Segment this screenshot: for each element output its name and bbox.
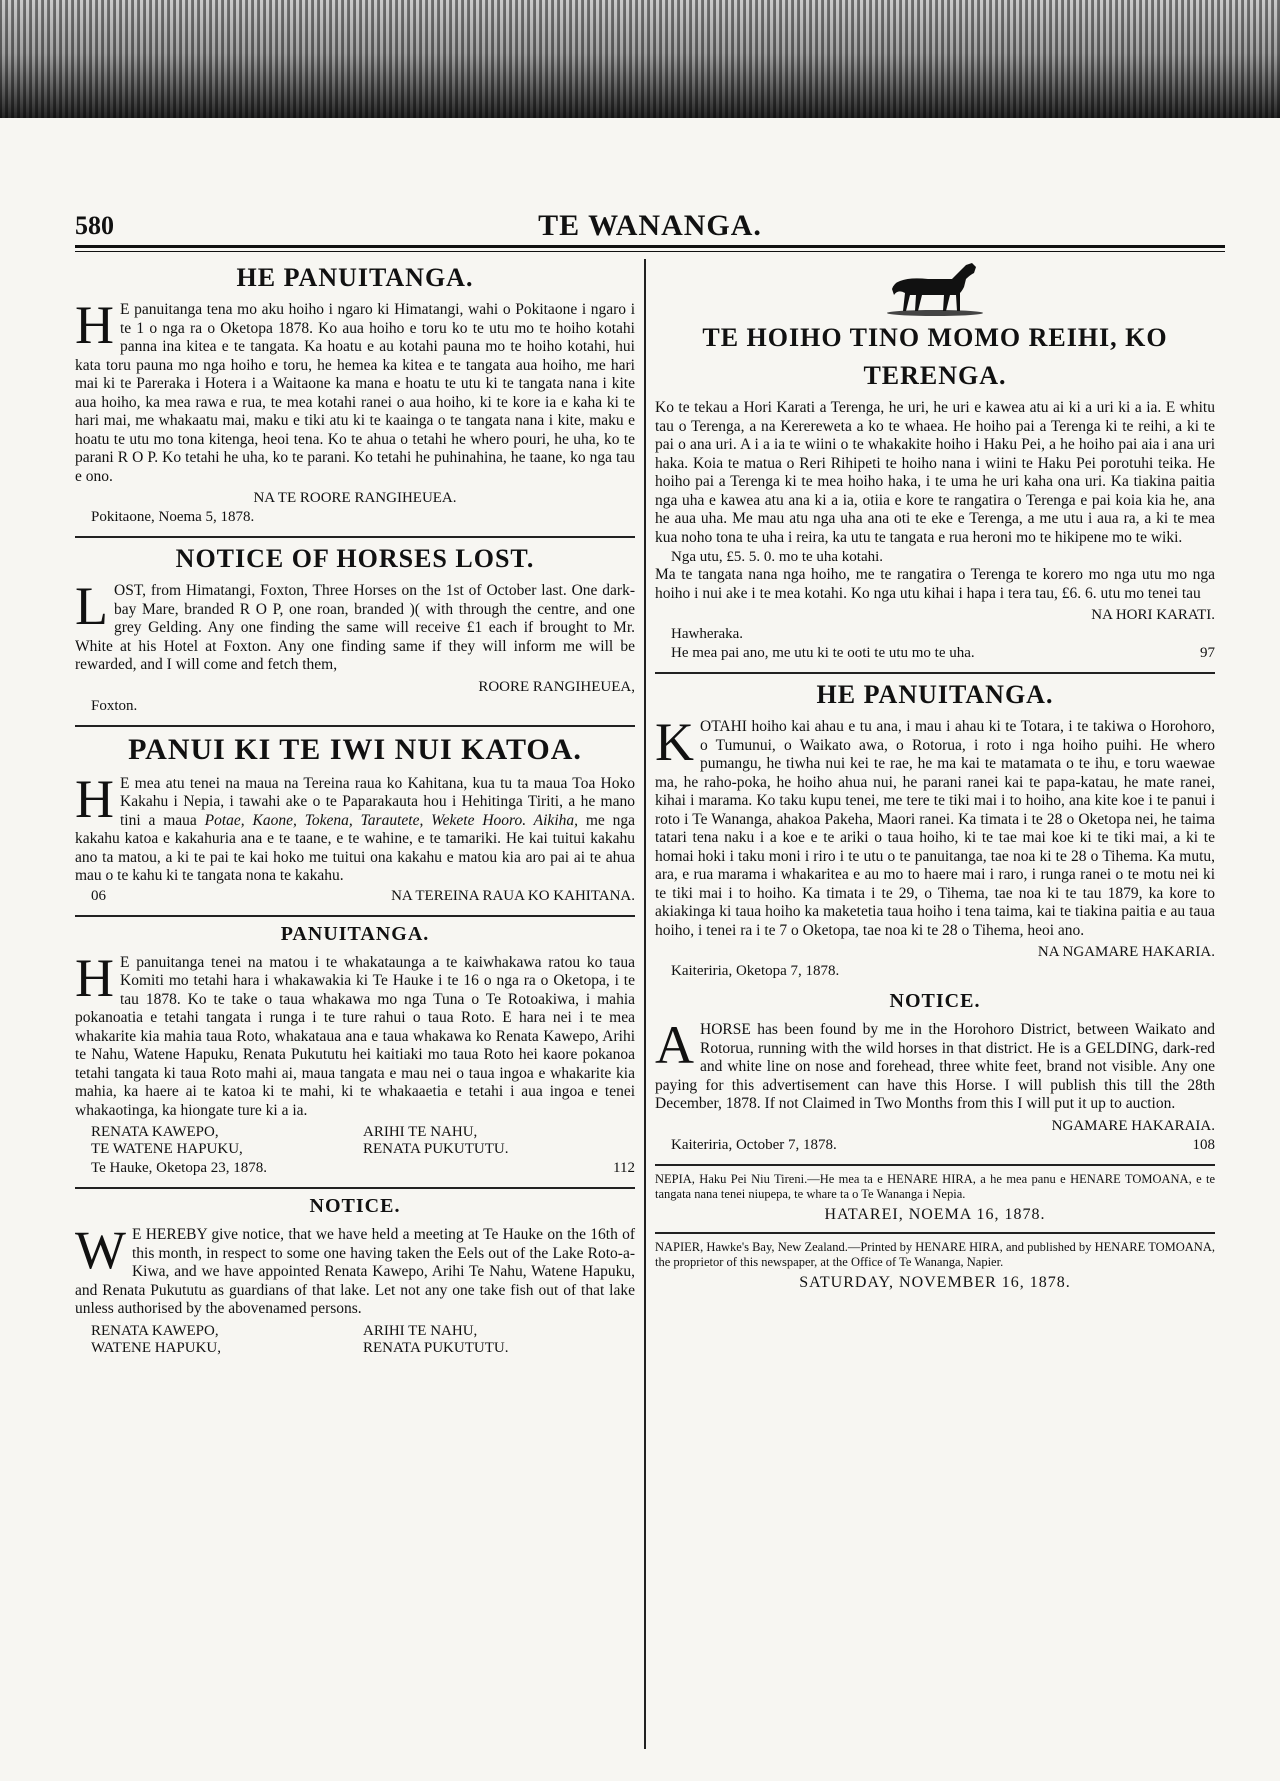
ad-body — [75, 295, 635, 486]
signatory: WATENE HAPUKU, — [91, 1339, 221, 1356]
signatory: ARIHI TE NAHU, — [363, 1322, 478, 1339]
ad-body — [75, 576, 635, 675]
section-rule — [655, 1232, 1215, 1234]
right-column — [655, 259, 1215, 1302]
ad-place-date: Kaiteriria, October 7, 1878. — [671, 1136, 837, 1153]
ad-body — [75, 768, 635, 886]
ad-heading: TE HOIHO TINO MOMO REIHI, KO — [702, 323, 1168, 352]
ad-body — [655, 1015, 1215, 1114]
ad-he-panuitanga — [75, 263, 635, 526]
ad-body — [655, 712, 1215, 940]
ad-text: E panuitanga tenei na matou i te whakataunga a te kaiwhakawa ratou ko taua Komiti mo tetahi hara i whakawakia ki Te Hauke i te 16 o nga ra o Oketopa, i te tau 1878. Ko te take o taua whakawa mo nga Tuna o Te Rotoakiwa, i mahia pokanoatia e tetahi tangata i runga i te ture rahui o taua Roto. E hara nei i te mea whakarite kia mahia taua Roto, whakataua ana e taua whakawa ko Renata Kawepo, Arihi te Nahu, Watene Hapuku, Renata Pukututu hei kaitiaki mo taua Roto hei kaore pokanoa tetahi tangata ki taua Roto mahi ai, maua tangata e mau nei o taua ingoa e whakarite kia mahia, ka haere ai te katoa ki te mahi, ki te whakaaetia e tetahi i aua ingoa e tenei whakaotinga, ka hiongate ture ki a ia. — [75, 953, 635, 1119]
newspaper-page — [75, 205, 1225, 1356]
ad-signature: NA HORI KARATI. — [1091, 607, 1215, 623]
ad-place-date: Pokitaone, Noema 5, 1878. — [91, 509, 255, 525]
section-rule — [75, 915, 635, 917]
ad-notice-horse-found — [655, 990, 1215, 1154]
ad-footer — [91, 888, 635, 905]
ad-text: OTAHI hoiho kai ahau e tu ana, i mau i ahau ki te Totara, i te takiwa o Horohoro, o Tumunui, o Waikato awa, o Rotorua, i roto i nga hoiho puihi. He whero pumangu, he tiwha nui kei te rae, he ma kai te matamata o te ihu, e toru waewae ma, he raho-poka, he hoiho ahua nui, he parani ranei kai te papa-katau, he mate ranei, kihai i marama. Ko taku kupu tenei, me tere te tiki mai i to hoiho, ana kite koe i te panui i roto i Te Wananga, ahakoa Pakeha, Maori ranei. Ka timata i te 28 o Oketopa nei, he taima tatari tena naku i a koe e te ariki o taua hoiho, ki te tae mai koe ki te tiki mai, a ki te homai hoki i taku moni i riro i te utu o te panuitanga, tae noa ki te 28 o Tihema. Ka mutu, ara, e rua marama i whakaritea e au mo to haere mai i raro, i runga ranei o te motu nei ki te tiki mai i to hoiho. Ka timata i te 29, o Tihema, tae noa ki te tau 1879, ka kore to akiakinga ki taua hoiho ka maketetia taua hoiho i tena taima, kai te tiakina paitia e au taua hoiho, i tenei ra i te 7 o Oketopa, tae noa ki te 28 o Tihema, heoi ano. — [655, 718, 1215, 939]
drop-cap: A — [655, 1015, 694, 1075]
ad-signature: NGAMARE HAKARAIA. — [1051, 1117, 1215, 1134]
signatory: RENATA KAWEPO, — [91, 1124, 219, 1140]
ad-place: Hawheraka. — [671, 626, 744, 642]
ad-notice-horses-lost — [75, 544, 635, 715]
ad-text: HORSE has been found by me in the Horohoro District, between Waikato and Rotorua, running with the wild horses in that district. He is a GELDING, dark-red and white line on nose and forehead, three white feet, brand not visible. Any one paying for this advertisement can have this Horse. I will publish this till the 28th December, 1878. If not Claimed in Two Months from this I will put it up to auction. — [655, 1021, 1215, 1112]
scan-noise-band — [0, 0, 1280, 118]
ad-number: 97 — [1200, 645, 1215, 661]
ad-body: Ko te tekau a Hori Karati a Terenga, he uri, he uri e kawea atu ai ki a uri ki a ia. E whitu tau o Terenga, a na Kerereweta a ko te whaea. He hoiho pai a Terenga ki te reihi, a ki te pai o ana uri. A i a ia te wiini o te whakakite hoiho i Haku Pei, a he hoiho pai aia i ana uri haka. Koia te matua o Reri Rihipeti te hoiho nana i wiini te Haku Pei porotuhi teika. He hoiho pai a Terenga ki te mea hoiho haka, i te uma he uri kaha ona uri. Ka tiakina paitia nga uha e kawea atu ana ki a ia, otiia e kore te rangatira o Terenga e pai koia kia he, ana he aua uha. Me mau atu nga uha ana oti te eke e Terenga, a me utu i aua ra, a ki te mea kua noho tona te uha i reira, ka utu te tangata e rua heroni mo te hikipene mo te wiki. — [655, 399, 1215, 546]
imprint-english: NAPIER, Hawke's Bay, New Zealand.—Printed by HENARE HIRA, and published by HENARE TOMOANA, the proprietor of this newspaper, at the Office of Te Wananga, Napier. — [655, 1239, 1215, 1269]
ad-heading: PANUITANGA. — [280, 922, 430, 945]
imprint-maori: NEPIA, Haku Pei Niu Tireni.—He mea ta e HENARE HIRA, a he mea panu e HENARE TOMOANA, e te tangata nana tenei niupepa, te whare ta o Te Wananga i Nepia. — [655, 1171, 1215, 1201]
ad-signature: NA TE ROORE RANGIHEUEA. — [253, 490, 457, 506]
drop-cap: H — [75, 947, 114, 1008]
ad-footer — [91, 1160, 635, 1177]
section-rule — [75, 1187, 635, 1189]
ad-subheading: TERENGA. — [863, 361, 1007, 390]
ad-heading: NOTICE OF HORSES LOST. — [175, 544, 535, 573]
drop-cap: L — [75, 576, 108, 636]
ad-heading: HE PANUITANGA. — [236, 263, 474, 292]
ad-heading: NOTICE. — [889, 990, 981, 1012]
ad-text: OST, from Himatangi, Foxton, Three Horses on the 1st of October last. One dark-bay Mare, branded R O P, one roan, branded )( with through the centre, and one grey Gelding. Any one finding the same will receive £1 each if brought to Mr. White at his Hotel at Foxton. Any one finding same if they will inform me will be rewarded, and I will come and fetch them, — [75, 582, 635, 673]
running-head — [75, 205, 1225, 249]
ad-place-date: Te Hauke, Oketopa 23, 1878. — [91, 1160, 267, 1176]
newspaper-title: TE WANANGA. — [538, 209, 762, 242]
drop-cap: H — [75, 295, 114, 355]
ad-signature: ROORE RANGIHEUEA, — [478, 678, 635, 695]
imprint — [655, 1172, 1215, 1292]
ad-signatories — [91, 1323, 635, 1357]
drop-cap: W — [75, 1220, 126, 1280]
ad-footer — [671, 1137, 1215, 1154]
ad-notice-eels — [75, 1195, 635, 1357]
ad-price: Nga utu, £5. 5. 0. mo te uha kotahi. — [671, 549, 884, 565]
horse-icon — [655, 259, 1215, 319]
drop-cap: H — [75, 768, 114, 829]
ad-heading: HE PANUITANGA. — [816, 680, 1054, 709]
ad-panuitanga-hauke — [75, 923, 635, 1178]
section-rule — [75, 536, 635, 538]
ad-signatories — [91, 1124, 635, 1158]
signatory: TE WATENE HAPUKU, — [91, 1141, 243, 1157]
ad-signature: NA NGAMARE HAKARIA. — [1037, 944, 1215, 960]
ad-body — [75, 947, 635, 1121]
ad-footer — [671, 645, 1215, 662]
signatory: RENATA PUKUTUTU. — [363, 1141, 509, 1157]
ad-he-panuitanga-horohoro — [655, 680, 1215, 980]
ad-place: Foxton. — [91, 697, 138, 714]
drop-cap: K — [655, 712, 694, 772]
ad-number: 108 — [1192, 1136, 1215, 1153]
section-rule — [655, 672, 1215, 674]
ad-text-italic: Potae, Kaone, Tokena, Tarautete, Wekete Hooro. Aikiha, — [204, 811, 578, 829]
ad-text: E mea atu tenei na maua na Tereina raua ko Kahitana, kua tu ta maua Toa Hoko Kakahu i Nepia, i tawahi ake o te Paparakauta hou i Hehitinga Tiriti, a he mano tini a maua — [120, 774, 635, 829]
ad-number: 06 — [91, 887, 106, 904]
signatory: RENATA PUKUTUTU. — [363, 1339, 509, 1356]
signatory: ARIHI TE NAHU, — [363, 1124, 478, 1140]
ad-heading: PANUI KI TE IWI NUI KATOA. — [128, 732, 582, 766]
ad-text: me nga kakahu katoa e kakahuria ana e te taane, e te wahine, e te tamariki. He kai tuitui kakahu ano ta matou, a ki te pai te kai hoko me tuitui ona kakahu e matou kia aro pai ai te ahua mau o te kahu ki te tangata nona te kakahu. — [75, 811, 635, 884]
ad-body-2: Ma te tangata nana nga hoiho, me te rangatira o Terenga te korero mo nga utu mo nga hoiho i nui ake i te mea kotahi. Ko nga utu kihai i hapa i tera tau, £6. 6. utu mo tenei tau — [655, 566, 1215, 602]
header-rule — [75, 245, 1225, 252]
ad-horse-terenga — [655, 259, 1215, 662]
ad-text: E HEREBY give notice, that we have held a meeting at Te Hauke on the 16th of this month, in respect to some one having taken the Eels out of the Lake Roto-a-Kiwa, and we have appointed Renata Kawepo, Arihi Te Nahu, Watene Hapuku, and Renata Pukututu as guardians of that lake. Let not any one take fish out of that lake unless authorised by the abovenamed persons. — [75, 1226, 635, 1317]
left-column — [75, 259, 635, 1367]
ad-signature: NA TEREINA RAUA KO KAHITANA. — [391, 887, 635, 904]
page-number: 580 — [75, 211, 114, 240]
ad-footnote: He mea pai ano, me utu ki te ooti te utu mo te uha. — [671, 645, 975, 661]
section-rule — [75, 725, 635, 727]
horse-icon — [880, 259, 990, 317]
ad-heading: NOTICE. — [309, 1195, 401, 1217]
section-rule — [655, 1164, 1215, 1166]
signatory: RENATA KAWEPO, — [91, 1322, 219, 1339]
ad-panui-iwi — [75, 733, 635, 905]
column-divider — [644, 259, 646, 1749]
ad-body — [75, 1220, 635, 1319]
ad-place-date: Kaiteriria, Oketopa 7, 1878. — [671, 963, 840, 979]
imprint-maori-date: HATAREI, NOEMA 16, 1878. — [824, 1205, 1046, 1223]
ad-number: 112 — [613, 1160, 635, 1176]
imprint-english-date: SATURDAY, NOVEMBER 16, 1878. — [799, 1273, 1071, 1291]
ad-text: E panuitanga tena mo aku hoiho i ngaro ki Himatangi, wahi o Pokitaone i ngaro i te 1 o nga ra o Oketopa 1878. Ko aua hoiho e toru ko te utu mo te hoiho kotahi panna ina kitea e te tangata. Ka hoatu e au kotahi pauna mo te hoiho kotahi, hui kata toru pauna mo nga hoiho e toru, he hemea ka kitea e te tangata aua hoiho, me hari mai ki te Pareraka i Hotera i a Waitaone ka mana e hoatu te utu ki te tangata nana i kite aua hoiho, ka mea rawa e rua, te mea kotahi ranei o aua hoiho, ki te kore ia e kaha ki te hari mai, me whakaatu mai, maku e tiki atu ki te kaainga o te tangata nana i kite, maku e hoatu te utu mo tona kitenga, heoi tena. Ko te ahua o tetahi he whero pouri, he uha, ko te parani R O P. Ko tetahi he uha, ko te parani. Ko tetahi he puhinahina, he taane, ko nga tau e ono. — [75, 301, 635, 485]
